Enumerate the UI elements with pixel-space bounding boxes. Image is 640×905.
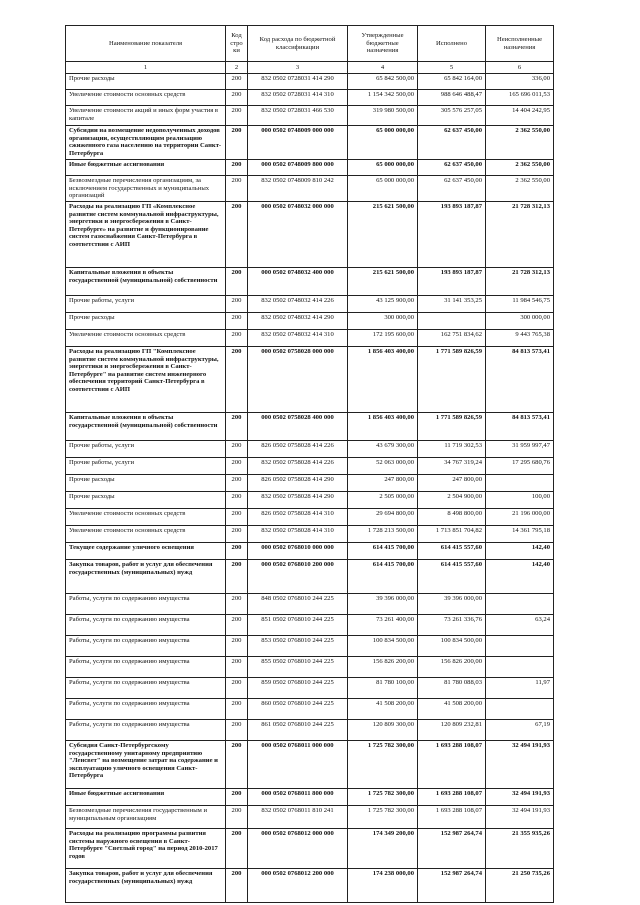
cell-expense-code: 848 0502 0768010 244 225 (248, 594, 348, 615)
cell-executed: 988 646 488,47 (418, 90, 486, 106)
cell-unexecuted: 32 494 191,93 (486, 789, 554, 806)
header-line-code: Код строки (226, 26, 248, 62)
cell-line-code: 200 (226, 106, 248, 126)
table-row (66, 313, 554, 330)
cell-indicator-name: Прочие работы, услуги (66, 458, 226, 475)
cell-executed: 8 498 800,00 (418, 509, 486, 526)
cell-unexecuted: 84 813 573,41 (486, 347, 554, 413)
cell-line-code: 200 (226, 806, 248, 829)
table-row (66, 413, 554, 441)
column-number: 5 (418, 62, 486, 74)
cell-executed: 120 809 232,81 (418, 720, 486, 741)
cell-indicator-name: Работы, услуги по содержанию имущества (66, 720, 226, 741)
cell-expense-code: 861 0502 0768010 244 225 (248, 720, 348, 741)
cell-approved: 215 621 500,00 (348, 202, 418, 268)
cell-approved: 215 621 500,00 (348, 268, 418, 296)
cell-indicator-name: Закупка товаров, работ и услуг для обеспечения государственных (муниципальных) нужд (66, 869, 226, 903)
cell-line-code: 200 (226, 657, 248, 678)
cell-indicator-name: Капитальные вложения в объекты государственной (муниципальной) собственности (66, 413, 226, 441)
cell-approved: 81 780 100,00 (348, 678, 418, 699)
cell-expense-code: 826 0502 0758028 414 310 (248, 509, 348, 526)
table-row (66, 458, 554, 475)
table-row (66, 509, 554, 526)
cell-indicator-name: Увеличение стоимости основных средств (66, 90, 226, 106)
cell-executed: 41 508 200,00 (418, 699, 486, 720)
cell-approved: 1 725 782 300,00 (348, 789, 418, 806)
cell-approved: 41 508 200,00 (348, 699, 418, 720)
table-header (66, 26, 554, 74)
cell-indicator-name: Расходы на реализацию программы развития системы наружного освещения в Санкт-Петербурге "Светлый город" на период 2010-2017 годов (66, 829, 226, 869)
cell-unexecuted: 67,19 (486, 720, 554, 741)
cell-executed: 73 261 336,76 (418, 615, 486, 636)
cell-indicator-name: Прочие расходы (66, 492, 226, 509)
cell-unexecuted: 336,00 (486, 74, 554, 90)
cell-indicator-name: Увеличение стоимости основных средств (66, 509, 226, 526)
cell-line-code: 200 (226, 90, 248, 106)
cell-executed: 100 834 500,00 (418, 636, 486, 657)
cell-executed: 1 713 851 704,82 (418, 526, 486, 543)
cell-line-code: 200 (226, 615, 248, 636)
cell-unexecuted (486, 657, 554, 678)
table-row (66, 268, 554, 296)
table-row (66, 594, 554, 615)
cell-unexecuted: 32 494 191,93 (486, 741, 554, 789)
cell-executed: 2 504 900,00 (418, 492, 486, 509)
cell-unexecuted (486, 636, 554, 657)
cell-line-code: 200 (226, 441, 248, 458)
cell-unexecuted: 2 362 550,00 (486, 176, 554, 202)
cell-line-code: 200 (226, 492, 248, 509)
cell-indicator-name: Работы, услуги по содержанию имущества (66, 615, 226, 636)
cell-approved: 1 856 403 400,00 (348, 413, 418, 441)
cell-line-code: 200 (226, 313, 248, 330)
cell-executed: 152 987 264,74 (418, 829, 486, 869)
table-row (66, 829, 554, 869)
cell-expense-code: 832 0502 0748032 414 310 (248, 330, 348, 347)
column-number: 1 (66, 62, 226, 74)
table-row (66, 678, 554, 699)
cell-unexecuted: 14 361 795,18 (486, 526, 554, 543)
cell-expense-code: 832 0502 0758028 414 290 (248, 492, 348, 509)
cell-approved: 1 725 782 300,00 (348, 741, 418, 789)
cell-expense-code: 851 0502 0768010 244 225 (248, 615, 348, 636)
cell-expense-code: 860 0502 0768010 244 225 (248, 699, 348, 720)
cell-executed: 193 893 187,87 (418, 268, 486, 296)
cell-executed: 193 893 187,87 (418, 202, 486, 268)
cell-approved: 614 415 700,00 (348, 543, 418, 560)
table-row (66, 720, 554, 741)
cell-line-code: 200 (226, 678, 248, 699)
cell-unexecuted: 17 295 680,76 (486, 458, 554, 475)
cell-unexecuted: 2 362 550,00 (486, 126, 554, 160)
cell-approved: 73 261 400,00 (348, 615, 418, 636)
cell-unexecuted: 21 250 735,26 (486, 869, 554, 903)
cell-indicator-name: Безвозмездные перечисления государственным и муниципальным организациям (66, 806, 226, 829)
cell-indicator-name: Расходы на реализацию ГП "Комплексное развитие систем коммунальной инфраструктуры, энергетики и энергосбережения в Санкт-Петербурге" на развитие систем инженерного обеспечения территорий Санкт-Петербурга в соответствии с АИП (66, 347, 226, 413)
cell-approved: 29 694 800,00 (348, 509, 418, 526)
cell-expense-code: 855 0502 0768010 244 225 (248, 657, 348, 678)
cell-approved: 172 195 600,00 (348, 330, 418, 347)
header-approved: Утвержденные бюджетные назначения (348, 26, 418, 62)
column-number: 2 (226, 62, 248, 74)
cell-approved: 300 000,00 (348, 313, 418, 330)
table-row (66, 699, 554, 720)
table-row (66, 789, 554, 806)
cell-indicator-name: Работы, услуги по содержанию имущества (66, 594, 226, 615)
budget-execution-table (65, 25, 554, 903)
cell-line-code: 200 (226, 458, 248, 475)
cell-expense-code: 832 0502 0728031 414 310 (248, 90, 348, 106)
cell-approved: 39 396 000,00 (348, 594, 418, 615)
cell-executed (418, 313, 486, 330)
cell-indicator-name: Увеличение стоимости основных средств (66, 526, 226, 543)
cell-approved: 65 842 500,00 (348, 74, 418, 90)
cell-unexecuted: 9 443 765,38 (486, 330, 554, 347)
cell-executed: 614 415 557,60 (418, 543, 486, 560)
cell-unexecuted (486, 594, 554, 615)
cell-indicator-name: Прочие работы, услуги (66, 296, 226, 313)
cell-line-code: 200 (226, 509, 248, 526)
cell-line-code: 200 (226, 202, 248, 268)
cell-line-code: 200 (226, 594, 248, 615)
cell-expense-code: 000 0502 0748032 400 000 (248, 268, 348, 296)
table-row (66, 526, 554, 543)
cell-expense-code: 853 0502 0768010 244 225 (248, 636, 348, 657)
cell-expense-code: 000 0502 0758028 000 000 (248, 347, 348, 413)
cell-line-code: 200 (226, 475, 248, 492)
cell-line-code: 200 (226, 126, 248, 160)
cell-executed: 62 637 450,00 (418, 160, 486, 176)
table-row (66, 543, 554, 560)
cell-expense-code: 832 0502 0748009 810 242 (248, 176, 348, 202)
cell-unexecuted: 14 404 242,95 (486, 106, 554, 126)
column-number: 4 (348, 62, 418, 74)
cell-expense-code: 832 0502 0758028 414 310 (248, 526, 348, 543)
cell-line-code: 200 (226, 789, 248, 806)
cell-line-code: 200 (226, 176, 248, 202)
cell-unexecuted (486, 699, 554, 720)
cell-unexecuted: 300 000,00 (486, 313, 554, 330)
table-row (66, 741, 554, 789)
cell-line-code: 200 (226, 741, 248, 789)
cell-expense-code: 832 0502 0728031 466 530 (248, 106, 348, 126)
cell-approved: 614 415 700,00 (348, 560, 418, 594)
cell-executed: 1 693 288 108,07 (418, 806, 486, 829)
cell-line-code: 200 (226, 829, 248, 869)
table-row (66, 347, 554, 413)
table-row (66, 90, 554, 106)
cell-indicator-name: Прочие расходы (66, 74, 226, 90)
cell-line-code: 200 (226, 560, 248, 594)
cell-approved: 65 000 000,00 (348, 160, 418, 176)
cell-approved: 174 349 200,00 (348, 829, 418, 869)
table-row (66, 475, 554, 492)
cell-line-code: 200 (226, 636, 248, 657)
cell-approved: 174 238 000,00 (348, 869, 418, 903)
cell-executed: 34 767 319,24 (418, 458, 486, 475)
cell-expense-code: 826 0502 0758028 414 226 (248, 441, 348, 458)
cell-line-code: 200 (226, 413, 248, 441)
document-page (65, 25, 553, 903)
cell-approved: 120 809 300,00 (348, 720, 418, 741)
cell-expense-code: 000 0502 0768011 800 000 (248, 789, 348, 806)
cell-indicator-name: Увеличение стоимости основных средств (66, 330, 226, 347)
cell-expense-code: 000 0502 0768012 000 000 (248, 829, 348, 869)
cell-indicator-name: Работы, услуги по содержанию имущества (66, 636, 226, 657)
cell-line-code: 200 (226, 699, 248, 720)
cell-indicator-name: Работы, услуги по содержанию имущества (66, 657, 226, 678)
cell-executed: 62 637 450,00 (418, 126, 486, 160)
cell-executed: 11 719 302,53 (418, 441, 486, 458)
table-row (66, 441, 554, 458)
cell-approved: 65 000 000,00 (348, 126, 418, 160)
cell-expense-code: 826 0502 0758028 414 290 (248, 475, 348, 492)
cell-approved: 100 834 500,00 (348, 636, 418, 657)
cell-approved: 1 728 213 500,00 (348, 526, 418, 543)
cell-unexecuted: 21 728 312,13 (486, 202, 554, 268)
cell-approved: 43 679 300,00 (348, 441, 418, 458)
cell-expense-code: 832 0502 0758028 414 226 (248, 458, 348, 475)
cell-unexecuted: 32 494 191,93 (486, 806, 554, 829)
table-row (66, 330, 554, 347)
cell-executed: 31 141 353,25 (418, 296, 486, 313)
cell-approved: 43 125 900,00 (348, 296, 418, 313)
cell-approved: 1 856 403 400,00 (348, 347, 418, 413)
cell-expense-code: 832 0502 0748032 414 290 (248, 313, 348, 330)
table-row (66, 636, 554, 657)
cell-indicator-name: Прочие работы, услуги (66, 441, 226, 458)
cell-executed: 156 826 200,00 (418, 657, 486, 678)
cell-approved: 1 154 342 500,00 (348, 90, 418, 106)
cell-line-code: 200 (226, 268, 248, 296)
cell-approved: 2 505 000,00 (348, 492, 418, 509)
table-row (66, 74, 554, 90)
table-row (66, 869, 554, 903)
cell-executed: 614 415 557,60 (418, 560, 486, 594)
table-row (66, 615, 554, 636)
cell-expense-code: 832 0502 0748032 414 226 (248, 296, 348, 313)
cell-unexecuted: 165 696 011,53 (486, 90, 554, 106)
cell-executed: 39 396 000,00 (418, 594, 486, 615)
header-executed: Исполнено (418, 26, 486, 62)
cell-unexecuted: 21 196 000,00 (486, 509, 554, 526)
cell-line-code: 200 (226, 74, 248, 90)
cell-executed: 62 637 450,00 (418, 176, 486, 202)
cell-indicator-name: Работы, услуги по содержанию имущества (66, 699, 226, 720)
cell-line-code: 200 (226, 526, 248, 543)
cell-indicator-name: Расходы на реализацию ГП «Комплексное развитие систем коммунальной инфраструктуры, энергетики и энергосбережения в Санкт-Петербурге» на развитие и функционирование систем газоснабжения Санкт-Петербурга в соответствии с АИП (66, 202, 226, 268)
cell-approved: 65 000 000,00 (348, 176, 418, 202)
cell-unexecuted: 11 984 546,75 (486, 296, 554, 313)
cell-executed: 247 800,00 (418, 475, 486, 492)
cell-executed: 1 771 589 826,59 (418, 347, 486, 413)
table-row (66, 806, 554, 829)
header-expense-code: Код расхода по бюджетной классификации (248, 26, 348, 62)
cell-line-code: 200 (226, 543, 248, 560)
cell-expense-code: 000 0502 0768011 000 000 (248, 741, 348, 789)
cell-indicator-name: Иные бюджетные ассигнования (66, 789, 226, 806)
cell-unexecuted: 142,40 (486, 543, 554, 560)
table-row (66, 126, 554, 160)
cell-line-code: 200 (226, 869, 248, 903)
cell-expense-code: 000 0502 0768010 200 000 (248, 560, 348, 594)
cell-expense-code: 000 0502 0748009 800 000 (248, 160, 348, 176)
cell-unexecuted: 63,24 (486, 615, 554, 636)
column-number: 6 (486, 62, 554, 74)
cell-expense-code: 000 0502 0748009 000 000 (248, 126, 348, 160)
cell-unexecuted (486, 475, 554, 492)
cell-indicator-name: Работы, услуги по содержанию имущества (66, 678, 226, 699)
cell-line-code: 200 (226, 296, 248, 313)
cell-indicator-name: Увеличение стоимости акций и иных форм участия в капитале (66, 106, 226, 126)
cell-expense-code: 000 0502 0758028 400 000 (248, 413, 348, 441)
cell-executed: 1 693 288 108,07 (418, 741, 486, 789)
cell-line-code: 200 (226, 347, 248, 413)
table-row (66, 657, 554, 678)
cell-indicator-name: Текущее содержание уличного освещения (66, 543, 226, 560)
cell-indicator-name: Прочие расходы (66, 313, 226, 330)
cell-indicator-name: Субсидии на возмещение недополученных доходов организации, осуществляющим реализацию сжиженного газа населению на территории Санкт-Петербурга (66, 126, 226, 160)
cell-approved: 52 063 000,00 (348, 458, 418, 475)
header-indicator-name: Наименование показателя (66, 26, 226, 62)
cell-expense-code: 000 0502 0768012 200 000 (248, 869, 348, 903)
table-row (66, 560, 554, 594)
table-row (66, 176, 554, 202)
cell-unexecuted: 100,00 (486, 492, 554, 509)
column-number: 3 (248, 62, 348, 74)
cell-line-code: 200 (226, 330, 248, 347)
cell-line-code: 200 (226, 160, 248, 176)
cell-indicator-name: Иные бюджетные ассигнования (66, 160, 226, 176)
cell-indicator-name: Субсидия Санкт-Петербургскому государственному унитарному предприятию "Ленсвет" на возмещение затрат на содержание и эксплуатацию уличного освещения Санкт-Петербурга (66, 741, 226, 789)
cell-approved: 156 826 200,00 (348, 657, 418, 678)
cell-indicator-name: Прочие расходы (66, 475, 226, 492)
cell-expense-code: 000 0502 0768010 000 000 (248, 543, 348, 560)
cell-indicator-name: Капитальные вложения в объекты государственной (муниципальной) собственности (66, 268, 226, 296)
cell-executed: 1 693 288 108,07 (418, 789, 486, 806)
cell-executed: 65 842 164,00 (418, 74, 486, 90)
cell-indicator-name: Безвозмездные перечисления организациям, за исключением государственных и муниципальных организаций (66, 176, 226, 202)
cell-approved: 1 725 782 300,00 (348, 806, 418, 829)
cell-unexecuted: 31 959 997,47 (486, 441, 554, 458)
table-row (66, 106, 554, 126)
cell-expense-code: 000 0502 0748032 000 000 (248, 202, 348, 268)
cell-unexecuted: 21 728 312,13 (486, 268, 554, 296)
cell-unexecuted: 21 355 935,26 (486, 829, 554, 869)
cell-unexecuted: 84 813 573,41 (486, 413, 554, 441)
table-body (66, 74, 554, 903)
cell-expense-code: 859 0502 0768010 244 225 (248, 678, 348, 699)
cell-executed: 1 771 589 826,59 (418, 413, 486, 441)
cell-line-code: 200 (226, 720, 248, 741)
cell-executed: 81 780 088,03 (418, 678, 486, 699)
cell-unexecuted: 11,97 (486, 678, 554, 699)
table-row (66, 492, 554, 509)
cell-unexecuted: 142,40 (486, 560, 554, 594)
cell-expense-code: 832 0502 0728031 414 290 (248, 74, 348, 90)
cell-executed: 162 751 834,62 (418, 330, 486, 347)
cell-approved: 247 800,00 (348, 475, 418, 492)
cell-indicator-name: Закупка товаров, работ и услуг для обеспечения государственных (муниципальных) нужд (66, 560, 226, 594)
table-row (66, 160, 554, 176)
header-unexecuted: Неисполненные назначения (486, 26, 554, 62)
table-row (66, 296, 554, 313)
cell-executed: 152 987 264,74 (418, 869, 486, 903)
cell-expense-code: 832 0502 0768011 810 241 (248, 806, 348, 829)
cell-executed: 305 576 257,05 (418, 106, 486, 126)
cell-unexecuted: 2 362 550,00 (486, 160, 554, 176)
table-row (66, 202, 554, 268)
cell-approved: 319 980 500,00 (348, 106, 418, 126)
